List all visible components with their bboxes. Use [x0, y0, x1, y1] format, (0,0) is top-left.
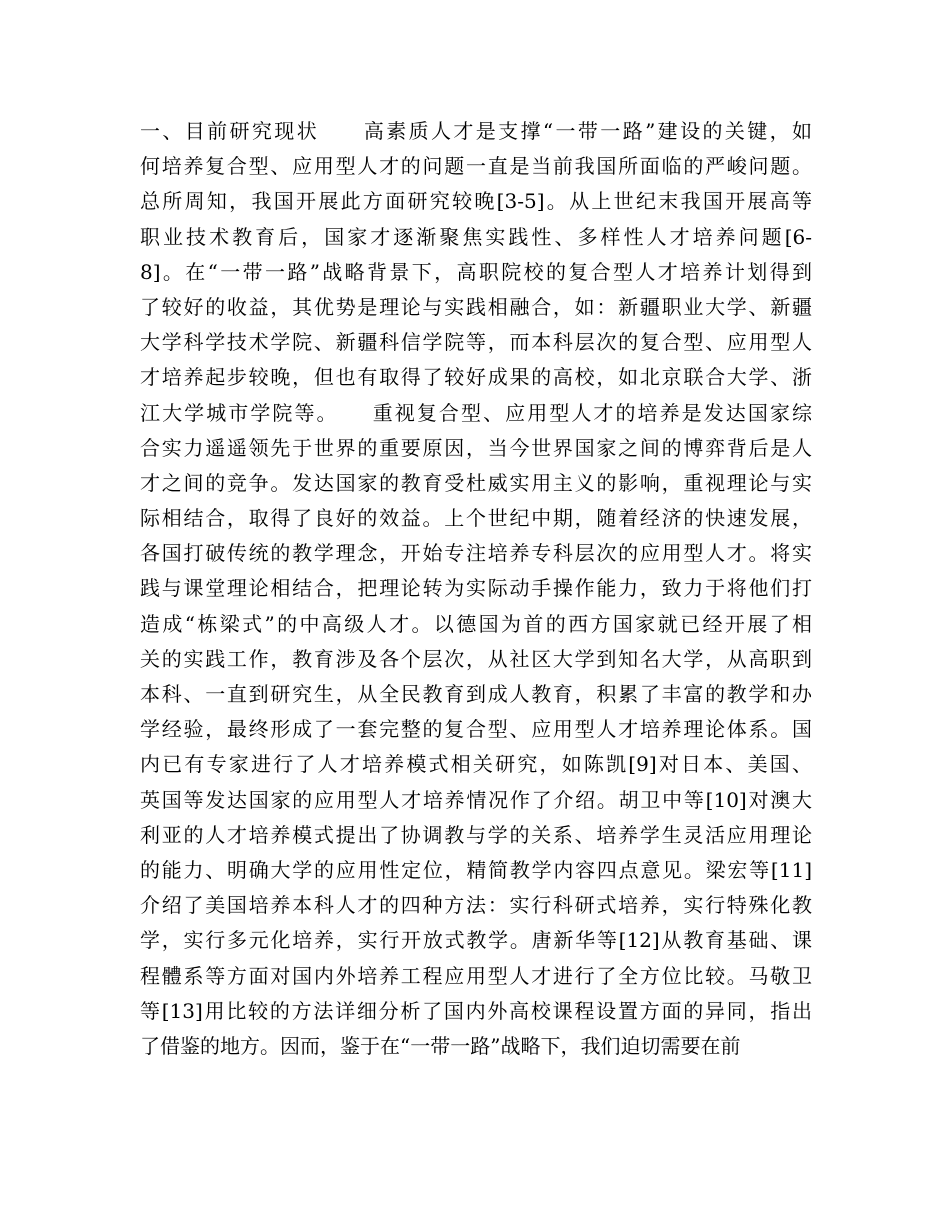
- text-line: 了较好的收益，其优势是理论与实践相融合，如：新疆职业大学、新疆: [140, 294, 812, 319]
- text-line: 才之间的竞争。发达国家的教育受杜威实用主义的影响，重视理论与实: [140, 470, 812, 495]
- text-line: 合实力遥遥领先于世界的重要原因，当今世界国家之间的博弈背后是人: [140, 435, 812, 460]
- text-line: 本科、一直到研究生，从全民教育到成人教育，积累了丰富的教学和办: [140, 682, 812, 706]
- text-line: 程體系等方面对国内外培养工程应用型人才进行了全方位比较。马敬卫: [140, 963, 812, 988]
- text-line: 职业技术教育后，国家才逐渐聚焦实践性、多样性人才培养问题[6-: [140, 224, 812, 249]
- text-line: 等[13]用比较的方法详细分析了国内外高校课程设置方面的异同，指出: [140, 998, 812, 1023]
- text-line: 江大学城市学院等。 重视复合型、应用型人才的培养是发达国家综: [140, 400, 812, 425]
- text-line: 一、目前研究现状 高素质人才是支撑“一带一路”建设的关键，如: [140, 119, 812, 143]
- text-line: 关的实践工作，教育涉及各个层次，从社区大学到知名大学，从高职到: [140, 646, 812, 671]
- text-line: 学，实行多元化培养，实行开放式教学。唐新华等[12]从教育基础、课: [140, 928, 812, 953]
- text-line: 各国打破传统的教学理念，开始专注培养专科层次的应用型人才。将实: [140, 541, 812, 566]
- text-line: 学经验，最终形成了一套完整的复合型、应用型人才培养理论体系。国: [140, 717, 812, 742]
- body-text: [140, 114, 812, 1064]
- text-line: 英国等发达国家的应用型人才培养情况作了介绍。胡卫中等[10]对澳大: [140, 787, 812, 812]
- text-line: 的能力、明确大学的应用性定位，精简教学内容四点意见。梁宏等[11]: [140, 857, 812, 882]
- text-line: 才培养起步较晚，但也有取得了较好成果的高校，如北京联合大学、浙: [140, 365, 812, 390]
- text-line: 8]。在“一带一路”战略背景下，高职院校的复合型人才培养计划得到: [140, 259, 812, 284]
- text-line: 利亚的人才培养模式提出了协调教与学的关系、培养学生灵活应用理论: [140, 822, 812, 847]
- text-line: 何培养复合型、应用型人才的问题一直是当前我国所面临的严峻问题。: [140, 154, 812, 179]
- text-line: 造成“栋梁式”的中高级人才。以德国为首的西方国家就已经开展了相: [140, 611, 812, 636]
- text-line: 总所周知，我国开展此方面研究较晚[3-5]。从上世纪末我国开展高等: [140, 189, 812, 214]
- text-line: 内已有专家进行了人才培养模式相关研究，如陈凯[9]对日本、美国、: [140, 752, 812, 777]
- text-line: 了借鉴的地方。因而，鉴于在“一带一路”战略下，我们迫切需要在前: [140, 1033, 741, 1058]
- text-line: 践与课堂理论相结合，把理论转为实际动手操作能力，致力于将他们打: [140, 576, 812, 601]
- text-line: 大学科学技术学院、新疆科信学院等，而本科层次的复合型、应用型人: [140, 330, 812, 355]
- text-line: 际相结合，取得了良好的效益。上个世纪中期，随着经济的快速发展，: [140, 506, 812, 531]
- text-line: 介绍了美国培养本科人才的四种方法：实行科研式培养，实行特殊化教: [140, 893, 812, 918]
